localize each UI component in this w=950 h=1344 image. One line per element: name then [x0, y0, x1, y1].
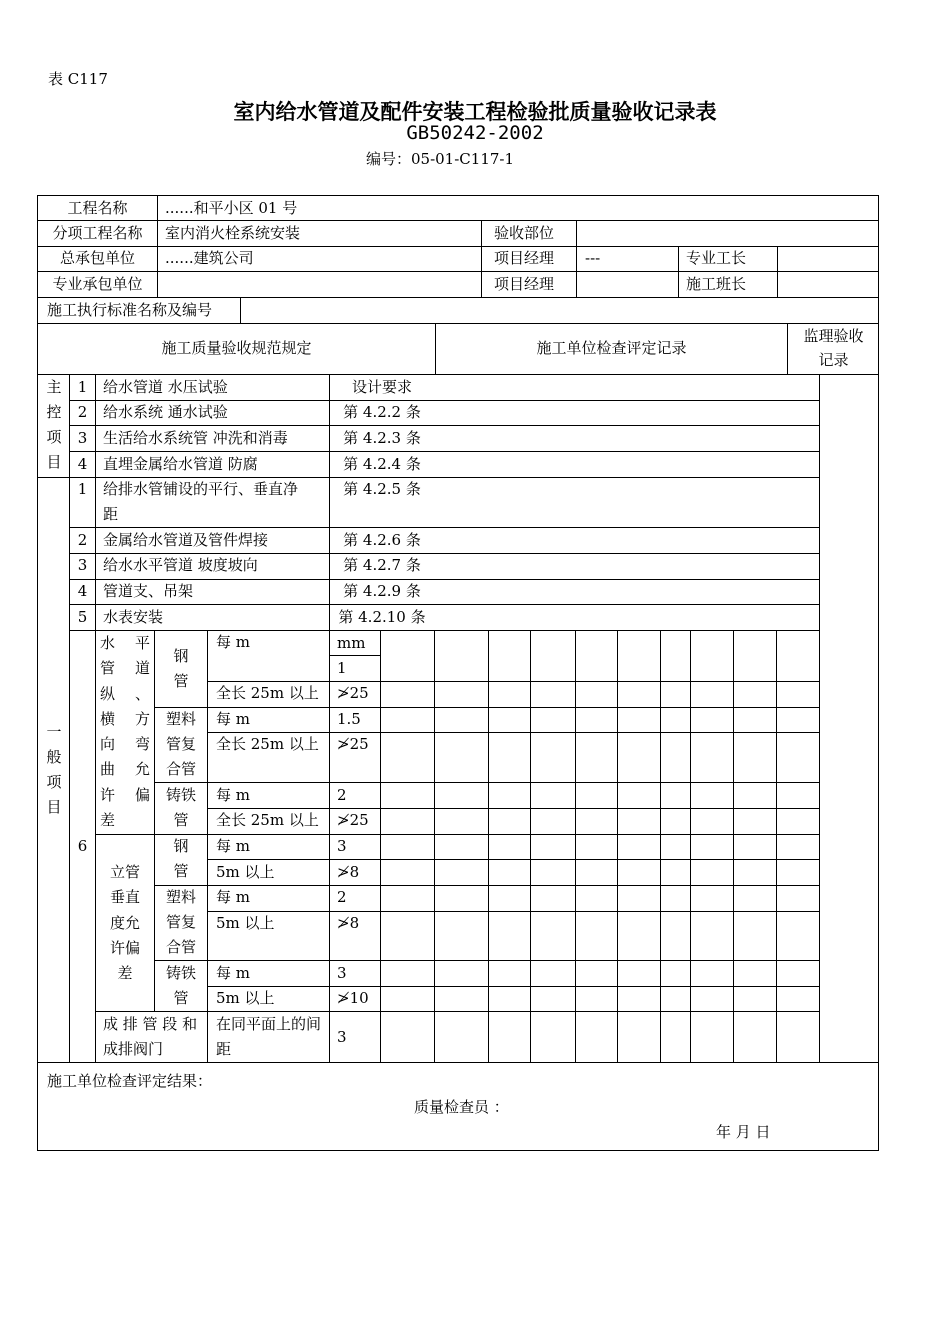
general-row-2-no: 2	[77, 531, 88, 549]
general-row-2-clause: 第 4.2.6 条	[343, 531, 421, 549]
general-row-4-no: 4	[77, 582, 88, 600]
row-pipe-label-line1: 成 排 管 段 和	[103, 1015, 198, 1033]
h-steel-per-m-label: 每 m	[216, 633, 250, 651]
project-manager-label-2: 项目经理	[494, 275, 555, 293]
general-row-1-name-line1: 给排水管铺设的平行、垂直净	[103, 480, 299, 498]
general-row-2-name: 金属给水管道及管件焊接	[103, 531, 269, 549]
main-row-1-name: 给水管道 水压试验	[103, 378, 228, 396]
h-plastic-full-value: ≯25	[337, 735, 369, 753]
acceptance-part-label: 验收部位	[494, 224, 555, 242]
supervision-header-line1: 监理验收	[803, 327, 864, 345]
h-plastic-pipe-label: 塑料 管复 合管	[165, 710, 196, 778]
form-code: 表 C117	[48, 70, 108, 88]
main-row-3-name: 生活给水系统管 冲洗和消毒	[103, 429, 288, 447]
general-row-4-name: 管道支、吊架	[103, 582, 194, 600]
general-row-5-clause: 第 4.2.10 条	[338, 608, 426, 626]
main-row-4-name: 直埋金属给水管道 防腐	[103, 455, 258, 473]
same-plane-label-line2: 距	[216, 1040, 232, 1058]
general-group-label: 一 般 项 目	[46, 723, 62, 816]
h-cast-full-label: 全长 25m 以上	[216, 811, 319, 829]
h-steel-full-value: ≯25	[337, 684, 369, 702]
h-plastic-per-m-label: 每 m	[216, 710, 250, 728]
v-plastic-per-m-label: 每 m	[216, 888, 250, 906]
v-cast-per-m-value: 3	[337, 964, 347, 982]
main-row-1-clause: 设计要求	[351, 378, 412, 396]
v-steel-per-m-label: 每 m	[216, 837, 250, 855]
record-header: 施工单位检查评定记录	[536, 339, 687, 357]
form-number-value: 05-01-C117-1	[410, 150, 515, 168]
general-row-4-clause: 第 4.2.9 条	[343, 582, 421, 600]
general-row-5-name: 水表安装	[103, 608, 164, 626]
horizontal-deviation-label: 水 平 管 道 纵 、 横 方 向 弯 曲 允 许 偏 差	[100, 634, 150, 830]
standard-label: 施工执行标准名称及编号	[47, 301, 213, 319]
general-row-1-no: 1	[77, 480, 88, 498]
result-label: 施工单位检查评定结果：	[47, 1072, 213, 1090]
main-row-4-clause: 第 4.2.4 条	[343, 455, 421, 473]
same-plane-label-line1: 在同平面上的间	[216, 1015, 322, 1033]
h-steel-per-m-value: 1	[337, 659, 347, 677]
v-cast-5m-label: 5m 以上	[216, 989, 275, 1007]
general-contractor-label: 总承包单位	[59, 249, 135, 267]
main-group-label: 主 控 项 目	[46, 378, 62, 471]
main-row-2-name: 给水系统 通水试验	[103, 403, 228, 421]
team-leader-label: 施工班长	[686, 275, 747, 293]
v-cast-5m-value: ≯10	[337, 989, 369, 1007]
general-row-6-no: 6	[77, 837, 88, 855]
v-cast-per-m-label: 每 m	[216, 964, 250, 982]
h-steel-full-label: 全长 25m 以上	[216, 684, 319, 702]
general-row-3-name: 给水水平管道 坡度坡向	[103, 556, 258, 574]
v-plastic-per-m-value: 2	[337, 888, 347, 906]
date-label: 年 月 日	[716, 1123, 771, 1141]
project-manager-value: ---	[585, 249, 601, 267]
main-row-1-no: 1	[77, 378, 88, 396]
h-plastic-per-m-value: 1.5	[337, 710, 361, 728]
supervision-header-line2: 记录	[818, 351, 849, 369]
form-number-label: 编号：	[365, 150, 411, 168]
standard-code: GB50242-2002	[406, 122, 544, 144]
main-row-4-no: 4	[77, 455, 88, 473]
v-plastic-pipe-label: 塑料 管复 合管	[165, 888, 196, 956]
v-steel-5m-label: 5m 以上	[216, 863, 275, 881]
row-pipe-label-line2: 成排阀门	[103, 1040, 164, 1058]
spec-header: 施工质量验收规范规定	[161, 339, 312, 357]
h-cast-full-value: ≯25	[337, 811, 369, 829]
h-cast-per-m-label: 每 m	[216, 786, 250, 804]
project-name-value: ......和平小区 01 号	[165, 199, 298, 217]
general-row-3-no: 3	[77, 556, 88, 574]
specialty-contractor-label: 专业承包单位	[52, 275, 143, 293]
general-contractor-value: ......建筑公司	[165, 249, 254, 267]
project-name-label: 工程名称	[67, 199, 128, 217]
inspector-label: 质量检查员 ：	[414, 1098, 509, 1116]
sub-project-label: 分项工程名称	[52, 224, 143, 242]
general-row-3-clause: 第 4.2.7 条	[343, 556, 421, 574]
page-title: 室内给水管道及配件安装工程检验批质量验收记录表	[233, 99, 717, 124]
v-steel-per-m-value: 3	[337, 837, 347, 855]
v-steel-5m-value: ≯8	[337, 863, 360, 881]
main-row-3-clause: 第 4.2.3 条	[343, 429, 421, 447]
general-row-1-name-line2: 距	[103, 505, 119, 523]
main-row-2-no: 2	[77, 403, 88, 421]
main-row-3-no: 3	[77, 429, 88, 447]
unit-mm: mm	[337, 634, 366, 652]
h-castiron-pipe-label: 铸铁 管	[165, 786, 196, 829]
h-steel-pipe-label: 钢 管	[173, 647, 189, 690]
vertical-deviation-label: 立管 垂直 度允 许偏 差	[109, 863, 140, 983]
foreman-label: 专业工长	[686, 249, 747, 267]
h-cast-per-m-value: 2	[337, 786, 347, 804]
main-row-2-clause: 第 4.2.2 条	[343, 403, 421, 421]
v-castiron-pipe-label: 铸铁 管	[165, 964, 196, 1007]
sub-project-value: 室内消火栓系统安装	[165, 224, 301, 242]
v-plastic-5m-label: 5m 以上	[216, 914, 275, 932]
h-plastic-full-label: 全长 25m 以上	[216, 735, 319, 753]
v-plastic-5m-value: ≯8	[337, 914, 360, 932]
general-row-1-clause: 第 4.2.5 条	[343, 480, 421, 498]
same-plane-value: 3	[337, 1028, 347, 1046]
v-steel-pipe-label: 钢 管	[173, 837, 189, 880]
project-manager-label: 项目经理	[494, 249, 555, 267]
general-row-5-no: 5	[77, 608, 88, 626]
